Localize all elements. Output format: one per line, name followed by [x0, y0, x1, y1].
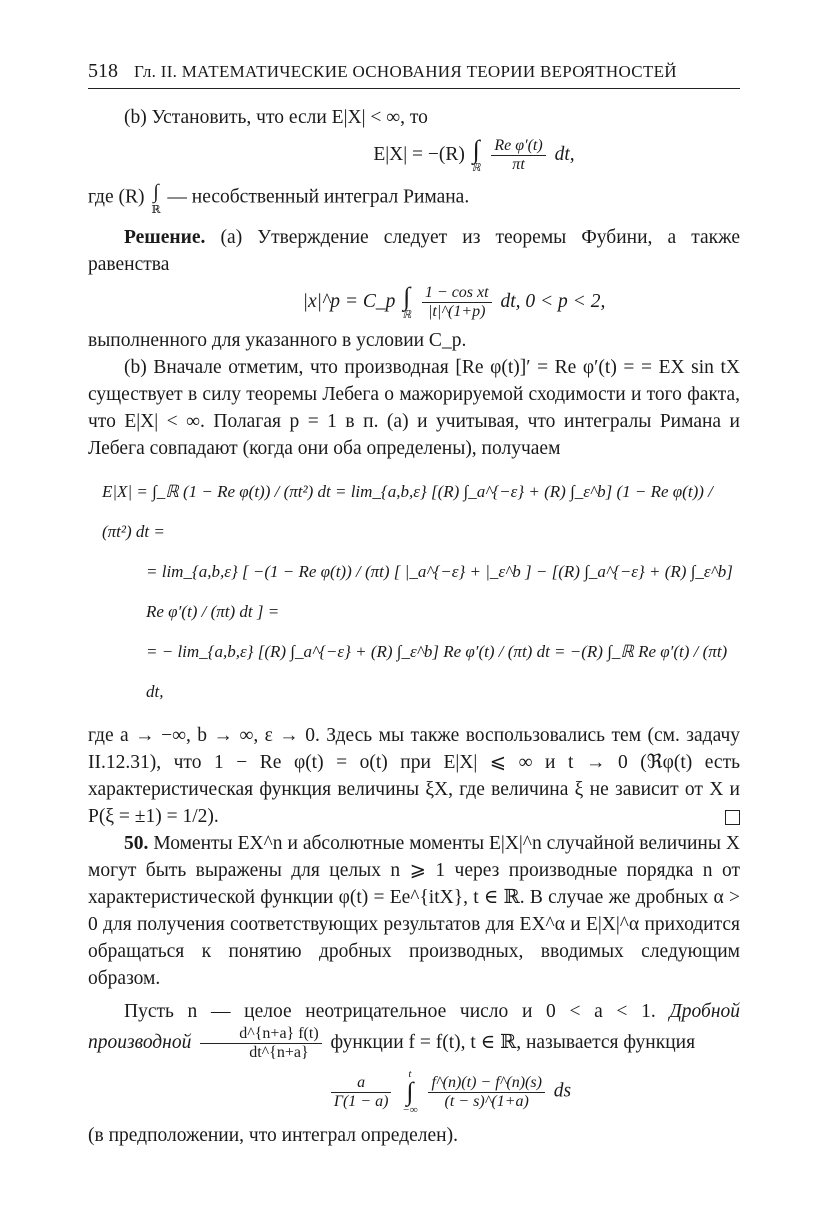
riemann-note-b: — несобственный интеграл Римана.: [167, 186, 470, 208]
problem-b-solution: (b) Вначале отметим, что производная [Re φ(t)]′ = Re φ′(t) = = EX sin tX существует в силу теоремы Лебега о мажорируемой сходимости и того факта, что E|X| < ∞. Полагая p = 1 в п. (а) и учитывая, что интегралы Римана и Лебега совпадают (когда они оба определены), получаем: [88, 357, 740, 459]
integral-sign: t ∫ −∞: [402, 1068, 418, 1116]
equation-1: [208, 134, 740, 174]
eq1-tail: dt,: [554, 143, 575, 165]
eq3-line-3: = − lim_{a,b,ε} [(R) ∫_a^{−ε} + (R) ∫_ε^b] Re φ′(t) / (πt) dt = −(R) ∫_ℝ Re φ′(t) / (πt) dt,: [146, 642, 728, 701]
running-header: [88, 58, 740, 89]
fractional-derivative-def: [88, 998, 740, 1062]
frac-derivative-den: dt^{n+a}: [249, 1044, 309, 1061]
eq2-fraction: [422, 284, 492, 321]
integral-sign: ∫ ℝ: [402, 281, 412, 321]
eq4-num: f^(n)(t) − f^(n)(s): [428, 1074, 544, 1093]
section-50-number: 50.: [124, 833, 149, 854]
eq4-lower: −∞: [402, 1104, 418, 1116]
after-eq2: выполненного для указанного в условии C_p.: [88, 330, 467, 351]
equation-2: [168, 281, 740, 321]
frac-def-intro: Пусть n — целое неотрицательное число и 0 < a < 1.: [124, 1001, 656, 1022]
eq2-num: 1 − cos xt: [422, 284, 492, 303]
problem-b-statement: (b) Установить, что если E|X| < ∞, то: [124, 107, 428, 128]
eq4-fraction: [428, 1074, 544, 1111]
eq2-den: |t|^(1+p): [428, 303, 486, 320]
integral-sign: ∫ ℝ: [151, 181, 161, 216]
integral-sign: ∫ ℝ: [471, 134, 481, 174]
eq1-den: πt: [512, 156, 525, 173]
eq1-num: Re φ′(t): [491, 137, 545, 156]
after-eq3-text: где a → −∞, b → ∞, ε → 0. Здесь мы также воспользовались тем (см. задачу II.12.31), что 1 − Re φ(t) = o(t) при E|X| ⩽ ∞ и t → 0 (ℜφ(t) есть характеристическая функция величины ξX, где величина ξ не зависит от X и P(ξ = ±1) = 1/2).: [88, 725, 740, 827]
eq4-upper: t: [408, 1068, 412, 1080]
eq1-lhs: E|X| = −(R): [373, 143, 465, 165]
closing-note: (в предположении, что интеграл определен).: [88, 1125, 458, 1146]
page-body: [88, 104, 740, 1149]
equation-3: [88, 472, 740, 712]
solution-paragraph: [88, 224, 740, 278]
riemann-note: [88, 180, 740, 216]
frac-def-term: Дробной производной: [88, 1001, 741, 1053]
qed-square-icon: [725, 810, 740, 825]
eq4-coef-num: a: [331, 1074, 392, 1093]
eq2-lhs: |x|^p = C_p: [302, 290, 396, 312]
eq3-line-1: E|X| = ∫_ℝ (1 − Re φ(t)) / (πt²) dt = lim_{a,b,ε} [(R) ∫_a^{−ε} + (R) ∫_ε^b] (1 − Re φ(t)) / (πt²) dt =: [102, 482, 713, 541]
solution-label: Решение.: [124, 227, 206, 248]
eq4-tail: ds: [553, 1080, 572, 1102]
eq4-den: (t − s)^(1+a): [444, 1092, 529, 1110]
frac-derivative-num: d^{n+a} f(t): [200, 1025, 321, 1044]
solution-a-text: (a) Утверждение следует из теоремы Фубини, а также равенства: [88, 227, 741, 275]
frac-derivative-fraction: [200, 1025, 321, 1062]
eq1-fraction: [491, 137, 545, 174]
section-50: [88, 830, 740, 992]
eq3-line-2: = lim_{a,b,ε} [ −(1 − Re φ(t)) / (πt) [ |_a^{−ε} + |_ε^b ] − [(R) ∫_a^{−ε} + (R) ∫_ε^b] Re φ′(t) / (πt) dt ] =: [146, 562, 733, 621]
eq4-coef-den: Γ(1 − a): [333, 1092, 389, 1110]
equation-4: [158, 1068, 740, 1116]
page-number: 518: [88, 60, 118, 82]
eq2-tail: dt, 0 < p < 2,: [500, 290, 606, 312]
frac-def-rest: функции f = f(t), t ∈ ℝ, называется функция: [330, 1031, 696, 1053]
riemann-note-a: где (R): [88, 186, 145, 208]
paragraph-after-eq3: [88, 722, 740, 830]
section-50-text: Моменты EX^n и абсолютные моменты E|X|^n случайной величины X могут быть выражены для целых n ⩾ 1 через производные порядка n от характеристической функции φ(t) = Ee^{itX}, t ∈ ℝ. В случае же дробных α > 0 для получения соответствующих результатов для EX^α и E|X|^α приходится обращаться к понятию дробных производных, вводимых следующим образом.: [88, 833, 741, 989]
running-title: Гл. II. МАТЕМАТИЧЕСКИЕ ОСНОВАНИЯ ТЕОРИИ ВЕРОЯТНОСТЕЙ: [134, 62, 677, 81]
eq4-coef: [331, 1074, 392, 1111]
